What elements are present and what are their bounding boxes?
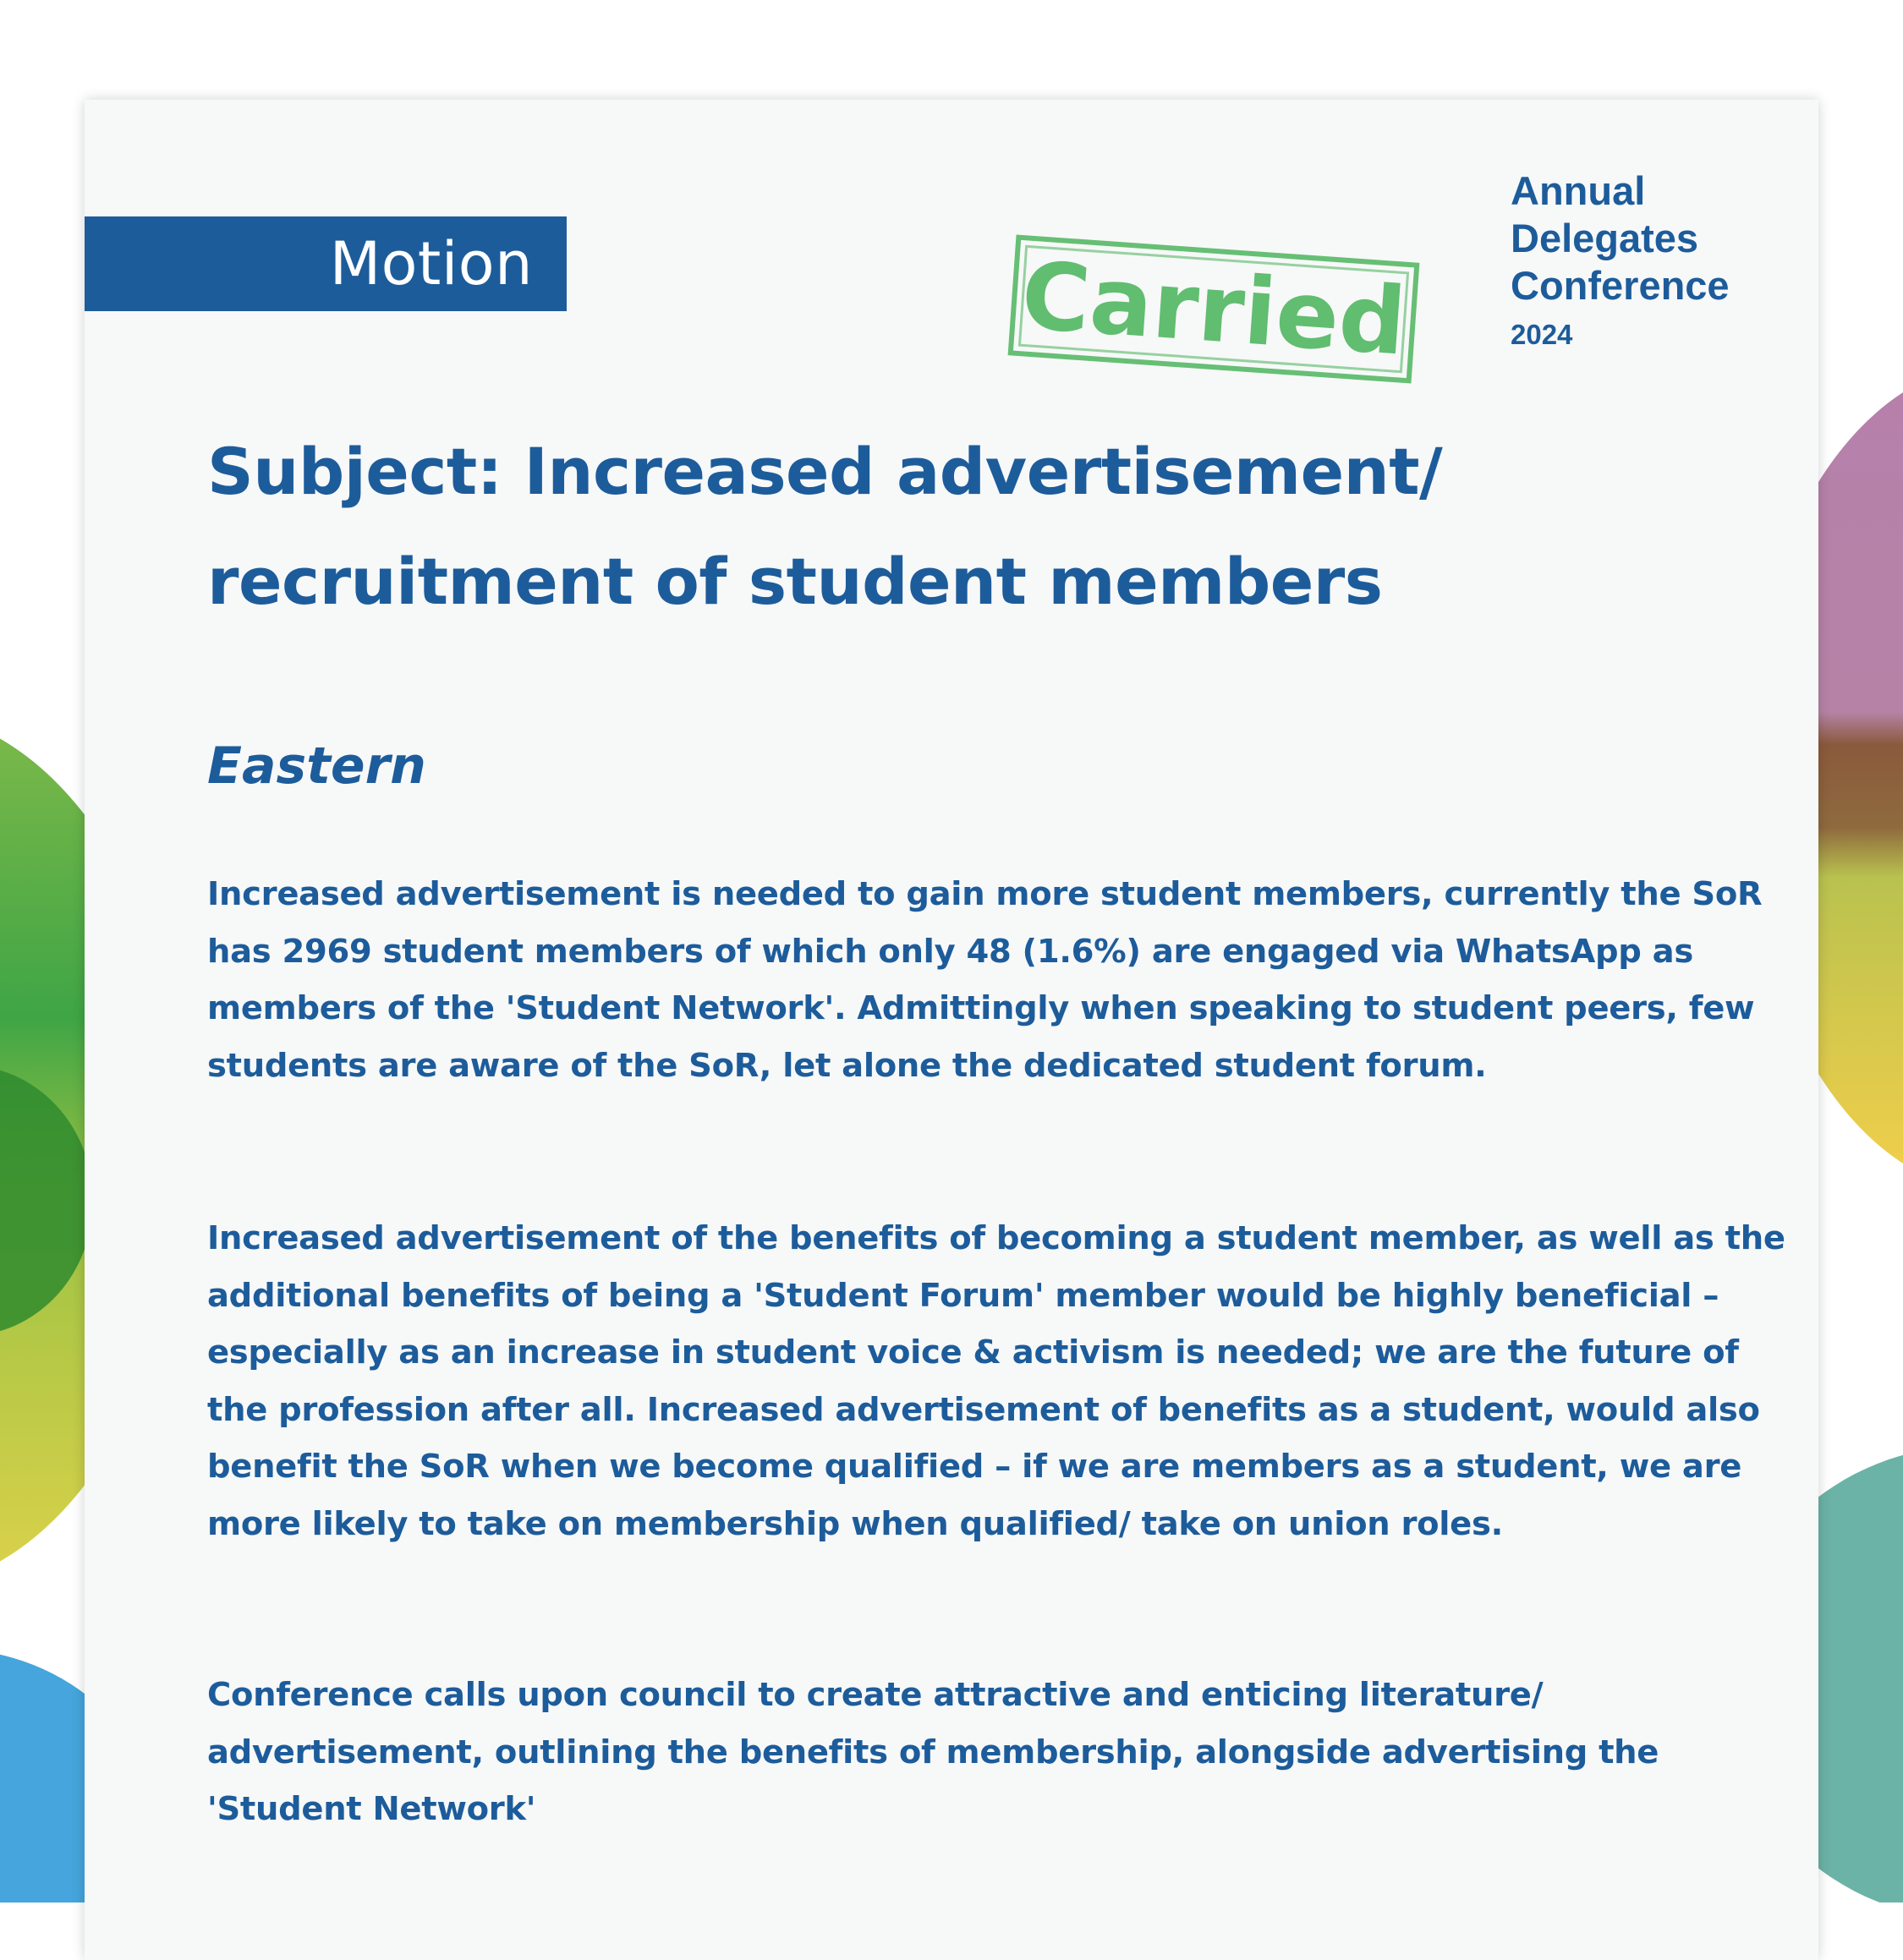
carried-stamp bbox=[1007, 233, 1421, 384]
conference-logo-line-1: Annual bbox=[1511, 168, 1646, 213]
conference-logo-line-2: Delegates bbox=[1511, 216, 1699, 260]
motion-sheet bbox=[85, 100, 1818, 1960]
conference-logo bbox=[1511, 167, 1730, 352]
conference-logo-line-3: Conference bbox=[1511, 263, 1730, 308]
motion-paragraph-2: Increased advertisement of the benefits of becoming a student member, as well as the additional benefits of being a 'Student Forum' member would be highly beneficial – especially as an increase in student voice & activism is needed; we are the future of the profession after all. Increased advertisement of benefits as a student, would also benefit the SoR when we become qualified – if we are members as a student, we are more likely to take on membership when qualified/ take on union roles. bbox=[207, 1219, 1785, 1543]
motion-paragraph-1: Increased advertisement is needed to gain more student members, currently the SoR has 2969 student members of which only 48 (1.6%) are engaged via WhatsApp as members of the 'Student Network'. Admittingly when speaking to student peers, few students are aware of the SoR, let alone the dedicated student forum. bbox=[207, 875, 1763, 1085]
motion-paragraph-3: Conference calls upon council to create attractive and enticing literature/ advertisement, outlining the benefits of membership, alongside advertising the 'Student Network' bbox=[207, 1676, 1659, 1828]
motion-banner: Motion bbox=[85, 216, 567, 311]
motion-subject: Subject: Increased advertisement/ recruitment of student members bbox=[207, 434, 1443, 619]
motion-region: Eastern bbox=[207, 736, 426, 796]
stamp-label: Carried bbox=[1017, 241, 1410, 376]
conference-logo-year: 2024 bbox=[1511, 319, 1573, 350]
